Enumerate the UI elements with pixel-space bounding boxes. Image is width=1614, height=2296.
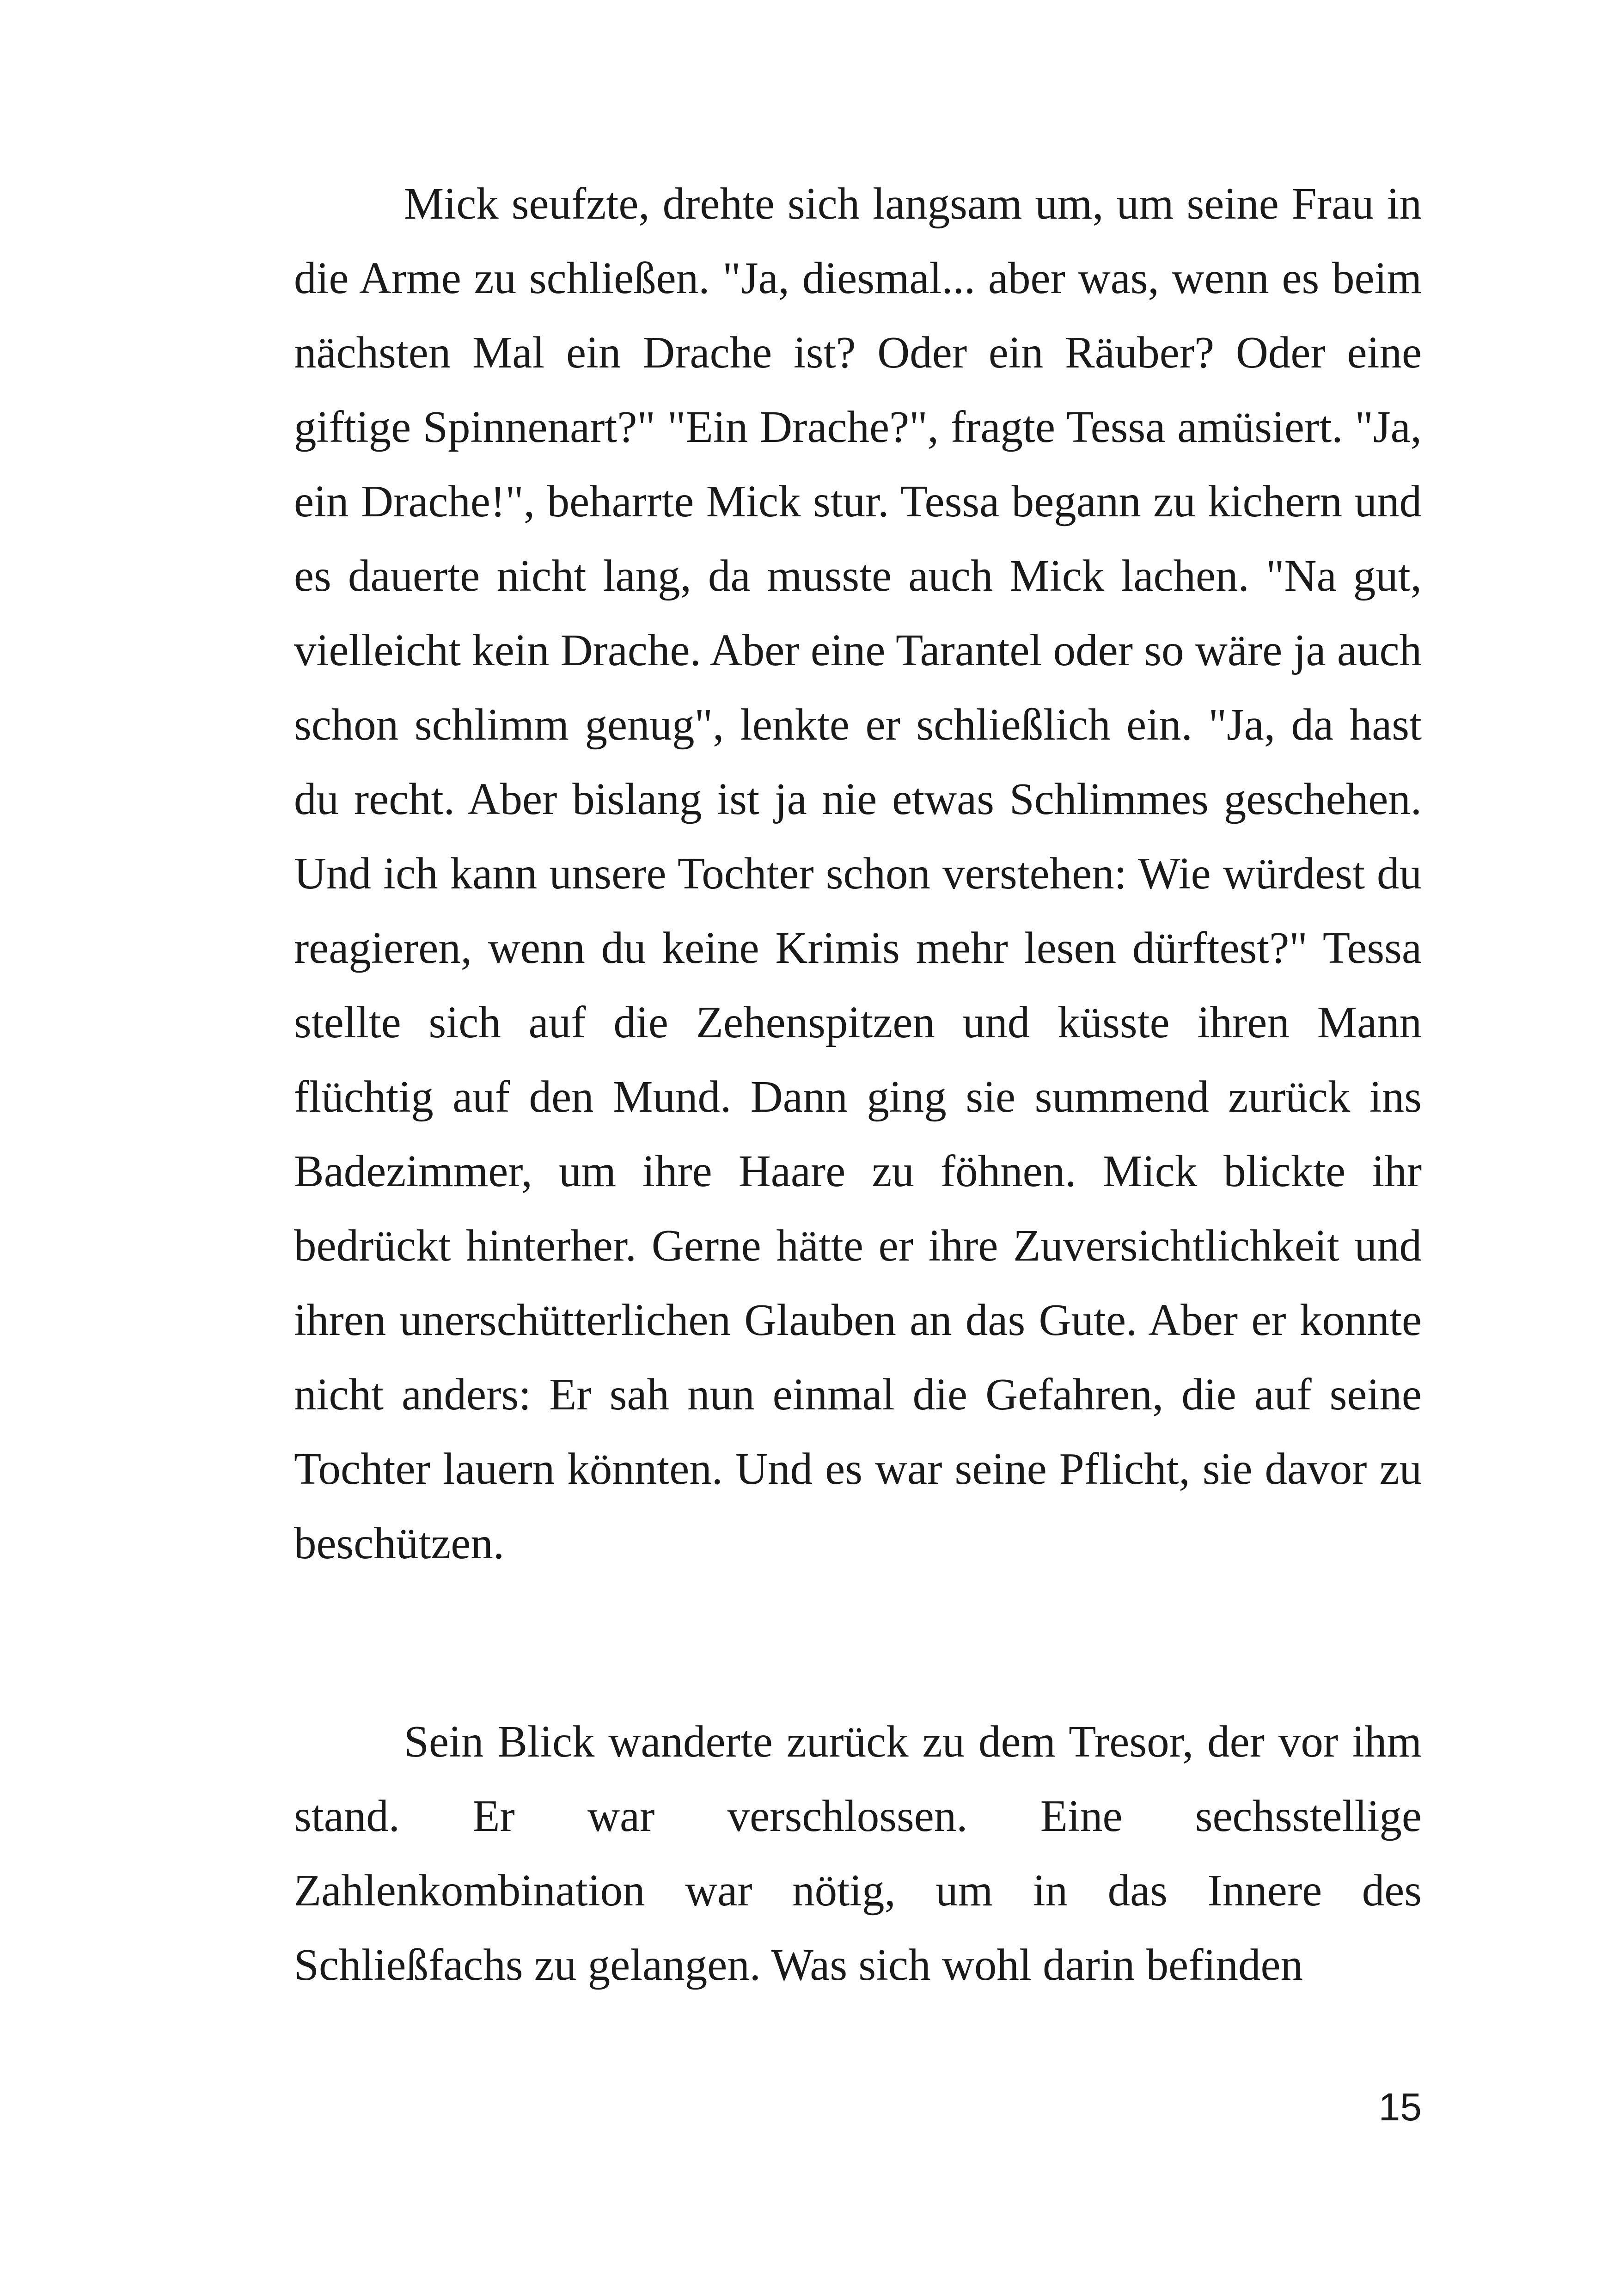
paragraph-1: Mick seufzte, drehte sich langsam um, um seine Frau in die Arme zu schließen. "Ja, diesmal... aber was, wenn es beim nächsten Mal ein Drache ist? Oder ein Räuber? Oder eine giftige Spinnenart?" "Ein Drache?", fragte Tessa amüsiert. "Ja, ein Drache!", beharrte Mick stur. Tessa begann zu kichern und es dauerte nicht lang, da musste auch Mick lachen. "Na gut, vielleicht kein Drache. Aber eine Tarantel oder so wäre ja auch schon schlimm genug", lenkte er schließlich ein. "Ja, da hast du recht. Aber bislang ist ja nie etwas Schlimmes geschehen. Und ich kann unsere Tochter schon verstehen: Wie würdest du reagieren, wenn du keine Krimis mehr lesen dürftest?" Tessa stellte sich auf die Zehenspitzen und küsste ihren Mann flüchtig auf den Mund. Dann ging sie summend zurück ins Badezimmer, um ihre Haare zu föhnen. Mick blickte ihr bedrückt hinterher. Gerne hätte er ihre Zuversichtlichkeit und ihren unerschütterlichen Glauben an das Gute. Aber er konnte nicht anders: Er sah nun einmal die Gefahren, die auf seine Tochter lauern könnten. Und es war seine Pflicht, sie davor zu beschützen. bbox=[294, 179, 1422, 1568]
body-text bbox=[294, 166, 1422, 2002]
paragraph-2: Sein Blick wanderte zurück zu dem Tresor, der vor ihm stand. Er war verschlossen. Eine sechsstellige Zahlenkombination war nötig, um in das Innere des Schließfachs zu gelangen. Was sich wohl darin befinden bbox=[294, 1717, 1422, 1990]
page-number: 15 bbox=[1378, 2085, 1422, 2129]
